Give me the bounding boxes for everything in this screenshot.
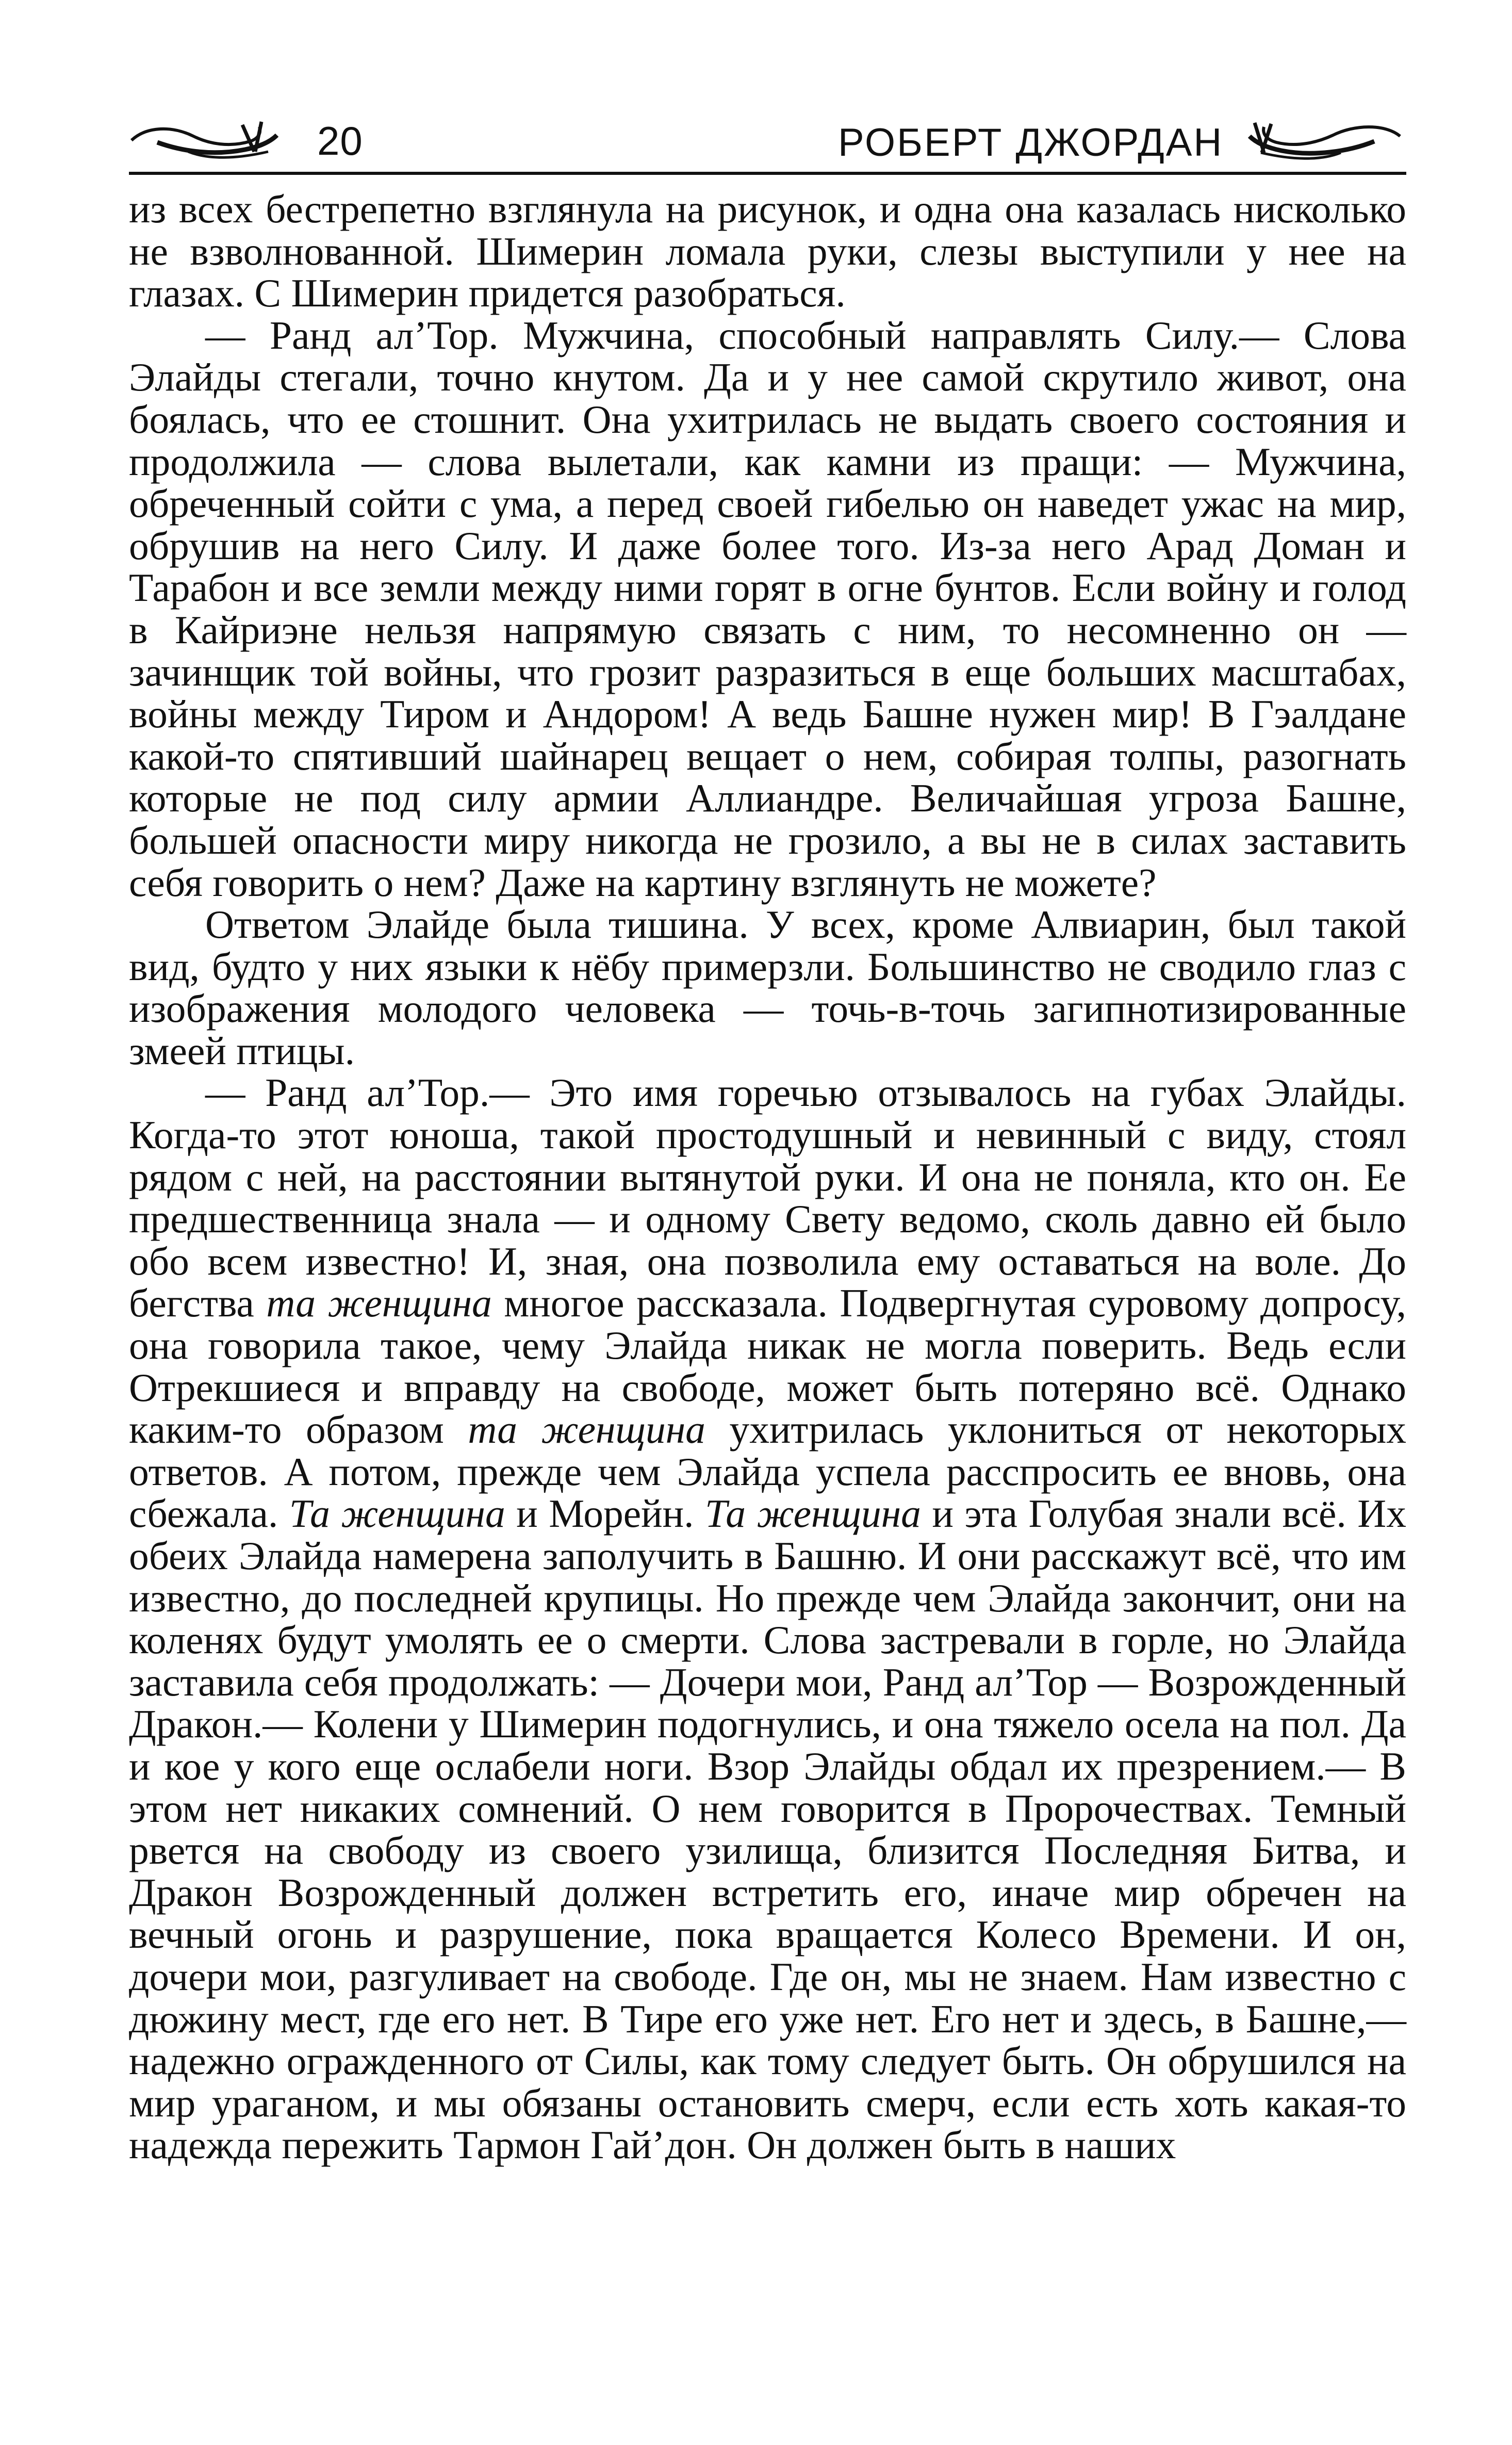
header-divider [129, 172, 1406, 175]
italic-phrase: та женщина [468, 1407, 705, 1452]
italic-phrase: Та женщина [289, 1491, 505, 1536]
flourish-ornament-right-icon [1235, 116, 1405, 162]
running-head [126, 108, 1405, 175]
italic-phrase: та женщина [266, 1281, 492, 1326]
paragraph-text: многое рассказала. Подвергнутая суровому допросу, она говорила такое, чему Элайда никак не могла поверить. Ведь если Отрекшиеся и вправду на свободе, может быть потеряно всё. Однако каким-то образом [129, 1281, 1406, 1452]
running-head-author: РОБЕРТ ДЖОРДАН [838, 121, 1224, 165]
paragraph-text: Ответом Элайде была тишина. У всех, кроме Алвиарин, был такой вид, будто у них языки к нёбу примерзли. Большинство не сводило глаз с изображения молодого человека — точь-в-точь загипнотизированные змеей птицы. [129, 902, 1406, 1073]
paragraph-text: и Морейн. [505, 1491, 705, 1536]
italic-phrase: Та женщина [704, 1491, 921, 1536]
paragraph-text: из всех бестрепетно взглянула на рисунок, и одна она казалась нисколько не взволнованной. Шимерин ломала руки, слезы выступили у нее на глазах. С Шимерин придется разобраться. [129, 187, 1406, 316]
flourish-ornament-left-icon [126, 116, 281, 162]
paragraph-text: ухитрилась уклониться от некоторых ответов. А потом, прежде чем Элайда успела расспросить ее вновь, она сбежала. [129, 1407, 1407, 1536]
page-number: 20 [317, 118, 363, 164]
paragraph-text: — Ранд ал’Тор.— Это имя горечью отзывалось на губах Элайды. Когда-то этот юноша, такой простодушный и невинный с виду, стоял рядом с ней, на расстоянии вытянутой руки. И она не поняла, кто он. Ее предшественница знала — и одному Свету ведомо, сколь давно ей было обо всем известно! И, зная, она позволила ему оставаться на воле. До бегства [129, 1070, 1406, 1326]
paragraph [129, 1072, 1406, 2166]
paragraph [129, 315, 1406, 904]
paragraph [129, 188, 1406, 315]
paragraph [129, 904, 1406, 1072]
paragraph-text: — Ранд ал’Тор. Мужчина, способный направлять Силу.— Слова Элайды стегали, точно кнутом. Да и у нее самой скрутило живот, она боялась, что ее стошнит. Она ухитрилась не выдать своего состояния и продолжила — слова вылетали, как камни из пращи: — Мужчина, обреченный сойти с ума, а перед своей гибелью он наведет ужас на мир, обрушив на него Силу. И даже более того. Из-за него Арад Доман и Тарабон и все земли между ними горят в огне бунтов. Если войну и голод в Кайриэне нельзя напрямую связать с ним, то несомненно он — зачинщик той войны, что грозит разразиться в еще больших масштабах, войны между Тиром и Андором! А ведь Башне нужен мир! В Гэалдане какой-то спятивший шайнарец вещает о нем, собирая толпы, разогнать которые не под силу армии Аллиандре. Величайшая угроза Башне, большей опасности миру никогда не грозило, а вы не в силах заставить себя говорить о нем? Даже на картину взглянуть не можете? [129, 313, 1406, 905]
body-text [129, 188, 1406, 2166]
paragraph-text: и эта Голубая знали всё. Их обеих Элайда намерена заполучить в Башню. И они расскажут всё, что им известно, до последней крупицы. Но прежде чем Элайда закончит, они на коленях будут умолять ее о смерти. Слова застревали в горле, но Элайда заставила себя продолжать: — Дочери мои, Ранд ал’Тор — Возрожденный Дракон.— Колени у Шимерин подогнулись, и она тяжело осела на пол. Да и кое у кого еще ослабели ноги. Взор Элайды обдал их презрением.— В этом нет никаких сомнений. О нем говорится в Пророчествах. Темный рвется на свободу из своего узилища, близится Последняя Битва, и Дракон Возрожденный должен встретить его, иначе мир обречен на вечный огонь и разрушение, пока вращается Колесо Времени. И он, дочери мои, разгуливает на свободе. Где он, мы не знаем. Нам известно с дюжину мест, где его нет. В Тире его уже нет. Его нет и здесь, в Башне,— надежно огражденного от Силы, как тому следует быть. Он обрушился на мир ураганом, и мы обязаны остановить смерч, если есть хоть какая-то надежда пережить Тармон Гай’дон. Он должен быть в наших [129, 1491, 1406, 2167]
